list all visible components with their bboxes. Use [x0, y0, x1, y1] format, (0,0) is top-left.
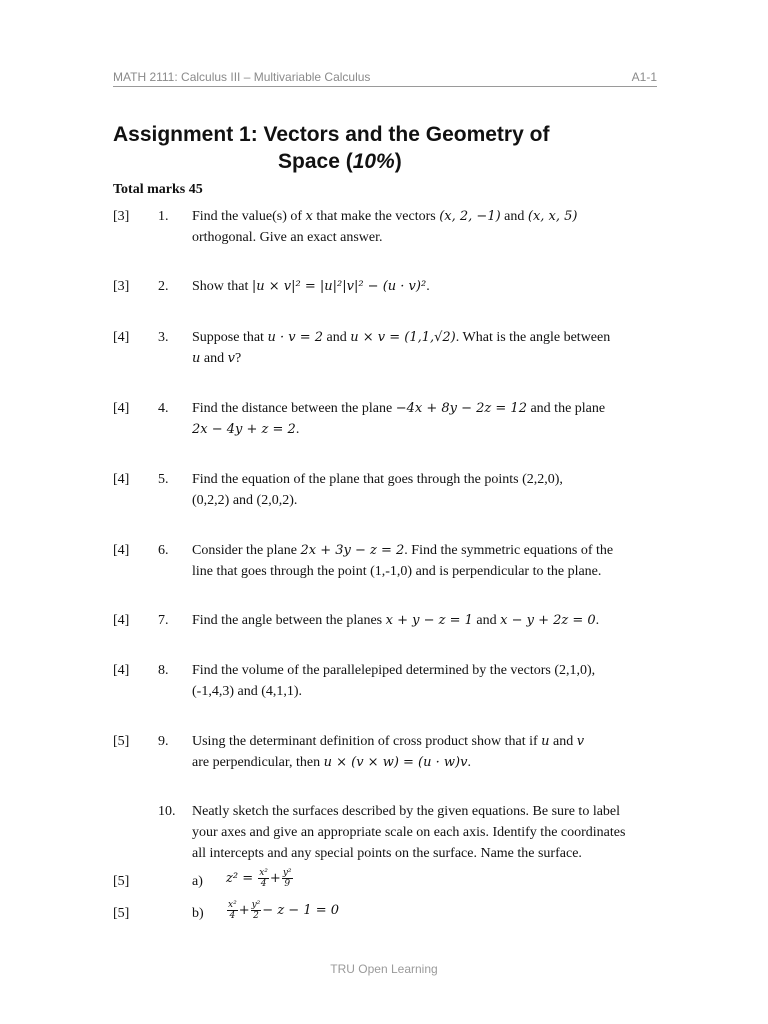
question-marks: [3] [113, 209, 130, 224]
question-text [192, 801, 662, 864]
text-run: (-1,4,3) and (4,1,1). [192, 684, 303, 699]
question-marks: [5] [113, 734, 130, 749]
text-run: that make the vectors [312, 209, 440, 224]
question-marks: [4] [113, 330, 130, 345]
text-run: Consider the plane [192, 543, 301, 558]
math-expr: v [576, 734, 585, 749]
text-run: . [295, 422, 300, 437]
text-run: . [467, 755, 471, 770]
text-run: and [472, 613, 501, 628]
denominator: 4 [229, 911, 236, 921]
text-run: Suppose that [192, 330, 268, 345]
text-run: and the plane [526, 401, 606, 416]
text-run: ? [234, 351, 242, 366]
question-number: 9. [158, 734, 169, 749]
question-marks: [4] [113, 401, 130, 416]
fraction [227, 900, 238, 921]
math-expr: 2x + 3y − z = 2 [300, 543, 405, 558]
title-space: Space ( [278, 150, 353, 173]
text-run: . [426, 279, 430, 294]
question-text [192, 327, 662, 369]
numerator: y² [282, 868, 292, 878]
question-text [192, 276, 662, 297]
question-text [192, 731, 662, 773]
math-expr: 2x − 4y + z = 2 [192, 422, 296, 437]
question-number: 4. [158, 401, 169, 416]
equation-lhs: z² = [226, 871, 254, 886]
fraction [282, 868, 293, 889]
question-marks: [5] [113, 874, 130, 889]
math-expr [226, 868, 294, 889]
text-run: line that goes through the point (1,-1,0) and is perpendicular to the plane. [192, 564, 602, 579]
text-run: (0,2,2) and (2,0,2). [192, 493, 298, 508]
math-expr [226, 900, 339, 921]
question-number: 7. [158, 613, 169, 628]
question-text [192, 469, 662, 511]
page-footer: TRU Open Learning [330, 962, 438, 976]
numerator: y² [251, 900, 261, 910]
operator: + [238, 903, 250, 918]
denominator: 4 [260, 879, 267, 889]
math-expr: u × v = (1,1,√2) [350, 330, 456, 345]
title-line-1: Assignment 1: Vectors and the Geometry of [113, 123, 550, 146]
total-marks: Total marks 45 [113, 182, 203, 197]
question-number: 10. [158, 804, 176, 819]
text-run: Find the value(s) of [192, 209, 306, 224]
math-expr: |u × v|² = |u|²|v|² − (u · v)² [251, 279, 427, 294]
question-number: 6. [158, 543, 169, 558]
running-header [113, 68, 657, 87]
text-run: Using the determinant definition of cross product show that if [192, 734, 542, 749]
question-number: 2. [158, 279, 169, 294]
question-number: 3. [158, 330, 169, 345]
page-number: A1-1 [631, 70, 657, 84]
math-expr: u [192, 351, 201, 366]
title-percent: 10% [352, 150, 395, 173]
math-expr: (x, x, 5) [527, 209, 578, 224]
question-marks: [5] [113, 906, 130, 921]
text-run: Neatly sketch the surfaces described by the given equations. Be sure to label [192, 804, 621, 819]
text-run: Find the distance between the plane [192, 401, 396, 416]
text-run: Find the equation of the plane that goes through the points (2,2,0), [192, 472, 563, 487]
denominator: 9 [284, 879, 291, 889]
text-run: all intercepts and any special points on the surface. Name the surface. [192, 846, 582, 861]
math-expr: u · v = 2 [267, 330, 323, 345]
question-text [192, 206, 662, 248]
part-label: b) [192, 906, 204, 921]
text-run: and [549, 734, 577, 749]
question-text [192, 610, 662, 631]
text-run: . What is the angle between [455, 330, 611, 345]
math-expr: u [541, 734, 550, 749]
question-number: 8. [158, 663, 169, 678]
numerator: x² [259, 868, 268, 878]
question-text [192, 398, 662, 440]
math-expr: v [227, 351, 235, 366]
question-marks: [4] [113, 472, 130, 487]
text-run: . [595, 613, 600, 628]
question-marks: [4] [113, 543, 130, 558]
text-run: . Find the symmetric equations of the [404, 543, 614, 558]
math-expr: x − y + 2z = 0 [500, 613, 596, 628]
question-text [192, 660, 662, 702]
question-marks: [4] [113, 613, 130, 628]
course-title: MATH 2111: Calculus III – Multivariable Calculus [113, 70, 371, 84]
text-run: Find the volume of the parallelepiped determined by the vectors (2,1,0), [192, 663, 596, 678]
title-line-2 [113, 148, 633, 175]
math-expr: x [305, 209, 313, 224]
denominator: 2 [253, 911, 259, 921]
math-expr: (x, 2, −1) [439, 209, 501, 224]
question-number: 1. [158, 209, 169, 224]
page-title [113, 121, 633, 175]
text-run: orthogonal. Give an exact answer. [192, 230, 383, 245]
question-marks: [3] [113, 279, 130, 294]
math-expr: x + y − z = 1 [385, 613, 473, 628]
fraction [251, 900, 262, 921]
question-number: 5. [158, 472, 169, 487]
question-text [192, 540, 662, 582]
operator: + [269, 871, 281, 886]
fraction [258, 868, 269, 889]
title-close-paren: ) [394, 150, 402, 173]
text-run: Show that [192, 279, 252, 294]
text-run: and [200, 351, 228, 366]
text-run: and [500, 209, 528, 224]
text-run: are perpendicular, then [192, 755, 324, 770]
text-run: and [323, 330, 351, 345]
text-run: your axes and give an appropriate scale on each axis. Identify the coordinates [192, 825, 626, 840]
part-label: a) [192, 874, 203, 889]
question-marks: [4] [113, 663, 130, 678]
math-expr: −4x + 8y − 2z = 12 [395, 401, 527, 416]
math-expr: u × (v × w) = (u · w)v [323, 755, 468, 770]
numerator: x² [228, 900, 237, 910]
equation-rhs: − z − 1 = 0 [262, 903, 340, 918]
text-run: Find the angle between the planes [192, 613, 386, 628]
